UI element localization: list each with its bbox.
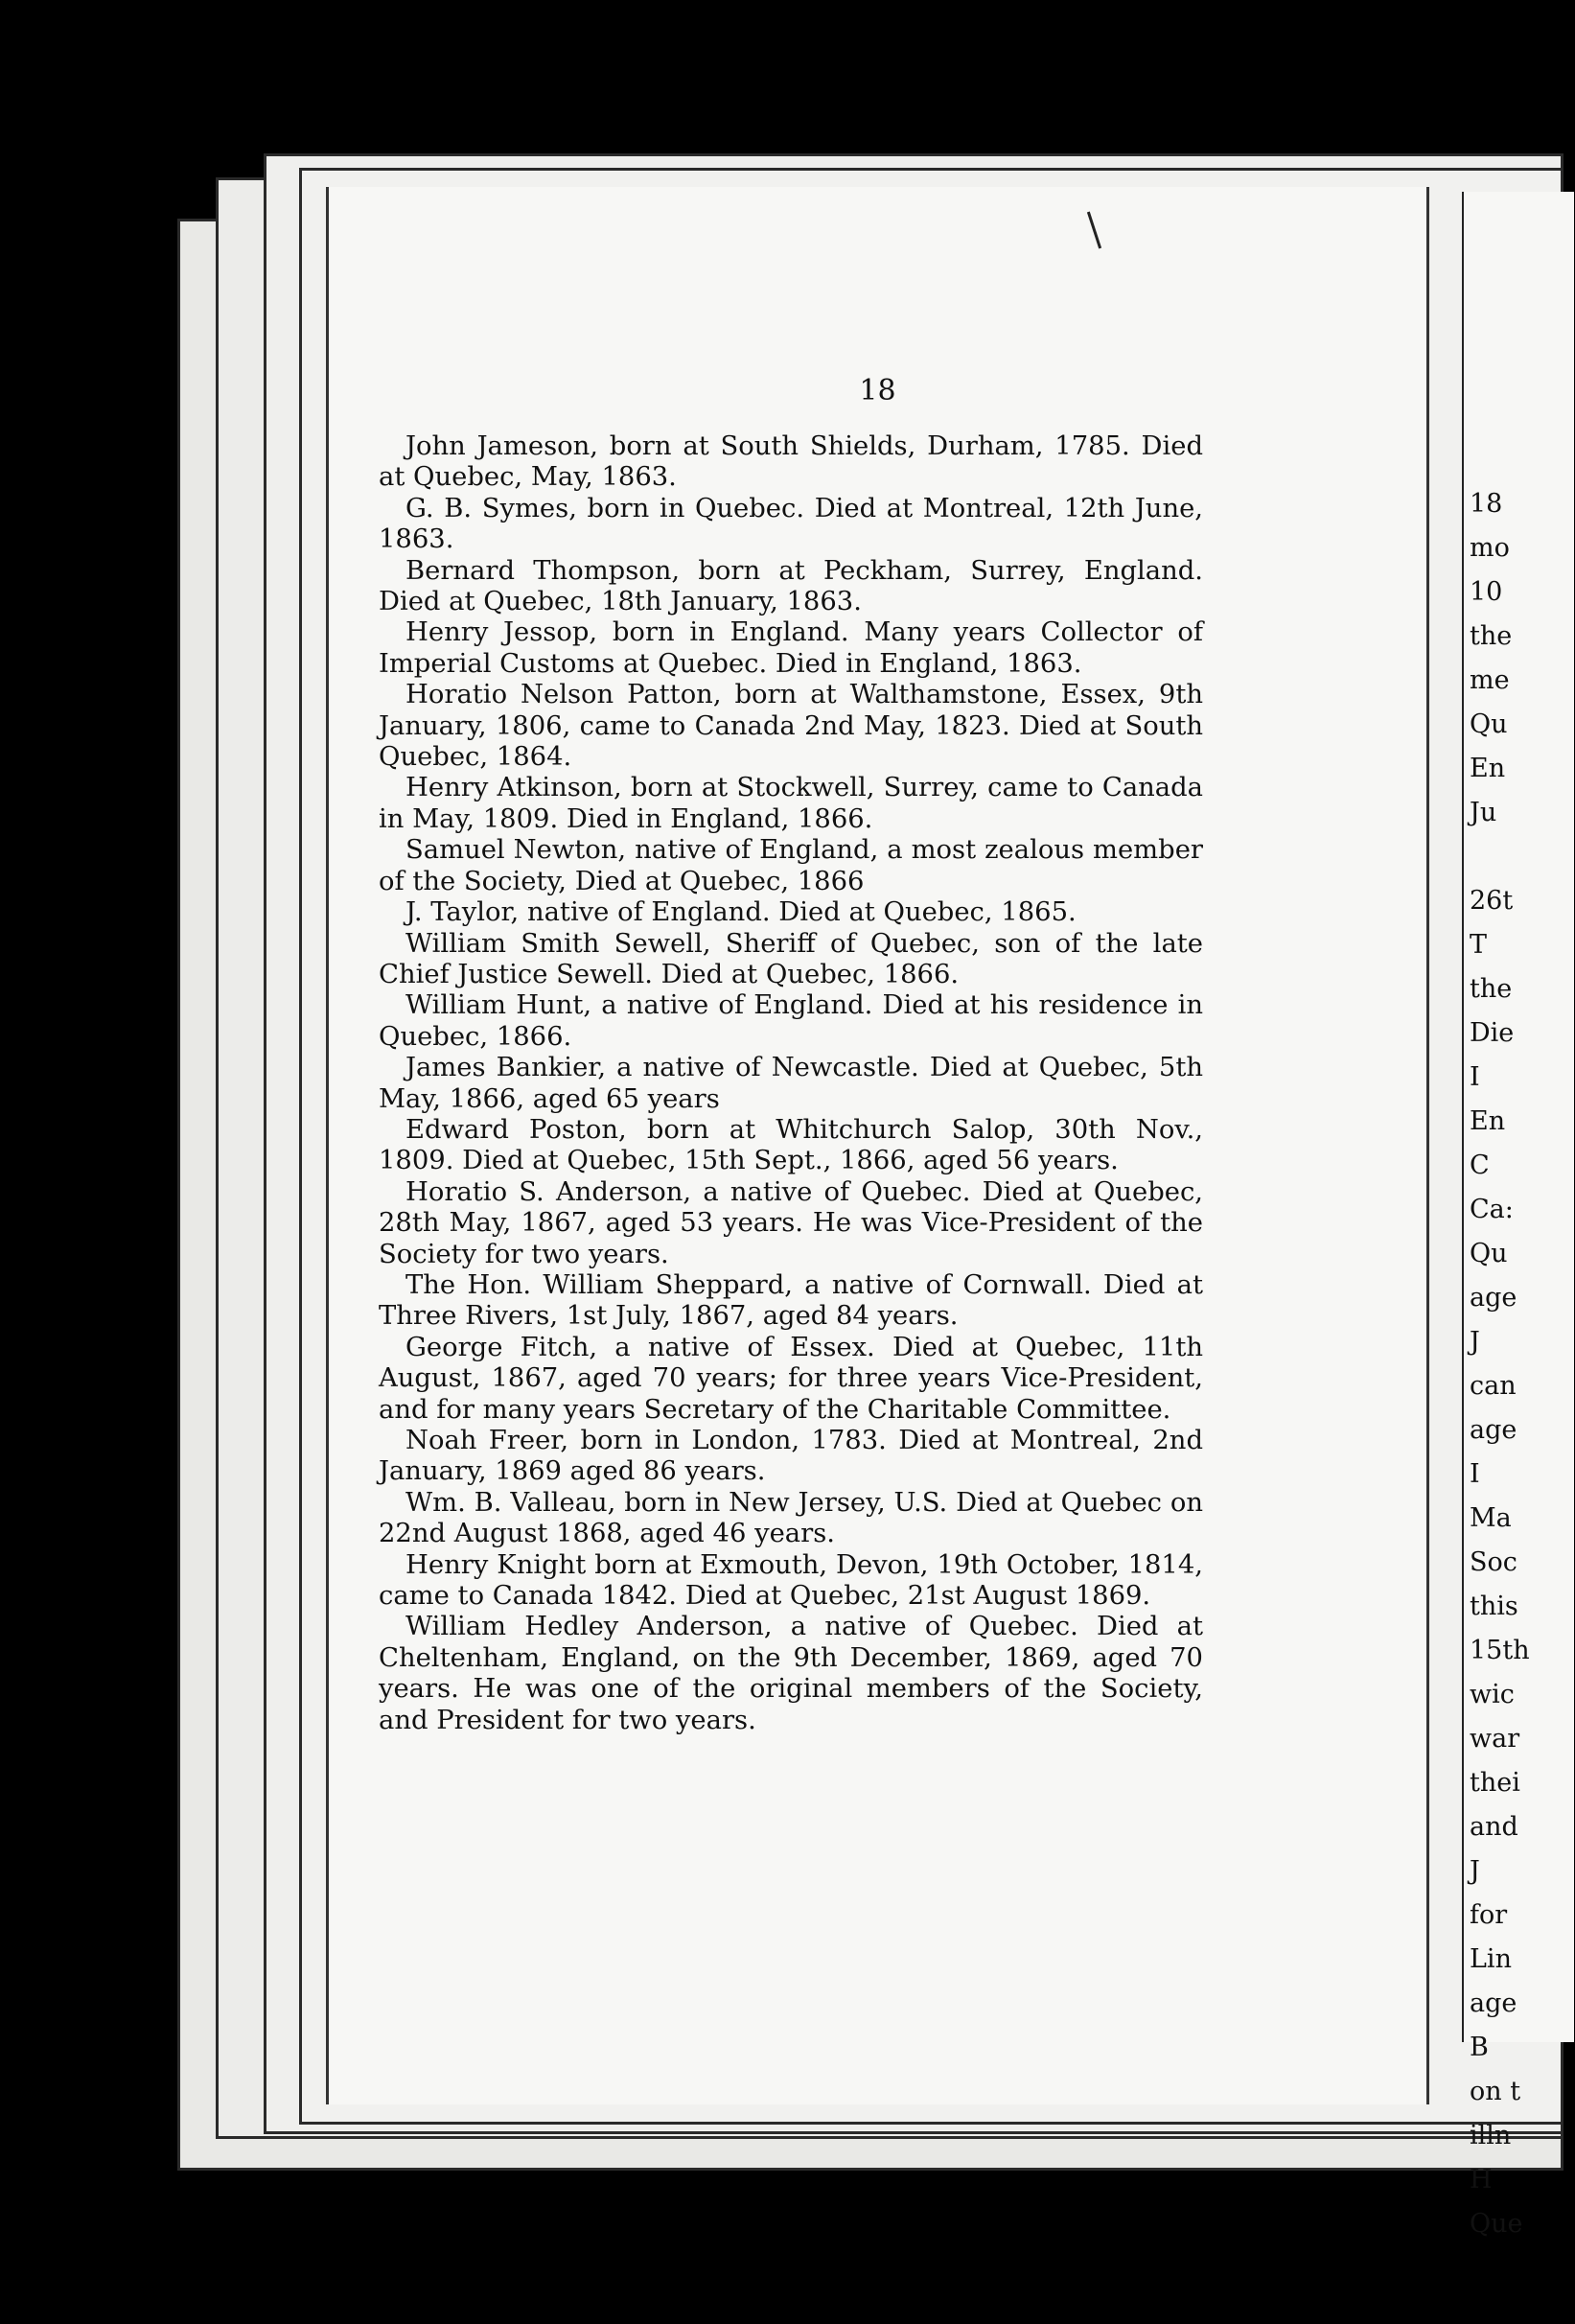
list-item: William Hedley Anderson, a native of Quebec. Died at Cheltenham, England, on the 9th December, 1869, aged 70 years. He was one of the original members of the Society, and President for two years. bbox=[379, 1612, 1203, 1735]
list-item: William Hunt, a native of England. Died at his residence in Quebec, 1866. bbox=[379, 990, 1203, 1052]
list-item: Qu bbox=[1470, 709, 1508, 739]
list-item: for bbox=[1470, 1900, 1508, 1930]
list-item: 15th bbox=[1470, 1636, 1530, 1665]
list-item: Wm. B. Valleau, born in New Jersey, U.S. Died at Quebec on 22nd August 1868, aged 46 years. bbox=[379, 1487, 1203, 1549]
list-item: mo bbox=[1470, 533, 1510, 563]
list-item: Ca: bbox=[1470, 1195, 1514, 1224]
list-item: George Fitch, a native of Essex. Died at Quebec, 11th August, 1867, aged 70 years; for three years Vice-President, and for many years Secretary of the Charitable Committee. bbox=[379, 1332, 1203, 1425]
list-item: J bbox=[1470, 1327, 1480, 1357]
list-item: Bernard Thompson, born at Peckham, Surrey, England. Died at Quebec, 18th January, 1863. bbox=[379, 555, 1203, 617]
list-item: age bbox=[1470, 1283, 1517, 1313]
list-item: Qu bbox=[1470, 1239, 1508, 1268]
list-item: William Smith Sewell, Sheriff of Quebec, son of the late Chief Justice Sewell. Died at Quebec, 1866. bbox=[379, 928, 1203, 989]
list-item: I bbox=[1470, 1459, 1480, 1489]
list-item: on t bbox=[1470, 2077, 1521, 2106]
list-item: J. Taylor, native of England. Died at Quebec, 1865. bbox=[405, 897, 1077, 928]
list-item: En bbox=[1470, 754, 1506, 783]
list-item: Henry Jessop, born in England. Many years Collector of Imperial Customs at Quebec. Died in England, 1863. bbox=[379, 617, 1203, 679]
page-number: 18 bbox=[859, 374, 896, 407]
list-item: Samuel Newton, native of England, a most zealous member of the Society, Died at Quebec, 1866 bbox=[379, 835, 1203, 896]
list-item: 18 bbox=[1470, 489, 1503, 519]
list-item: B bbox=[1470, 2033, 1489, 2062]
list-item: John Jameson, born at South Shields, Durham, 1785. Died at Quebec, May, 1863. bbox=[379, 431, 1203, 493]
list-item: En bbox=[1470, 1106, 1506, 1136]
right-page-text bbox=[1470, 482, 1575, 2246]
list-item: G. B. Symes, born in Quebec. Died at Montreal, 12th June, 1863. bbox=[379, 493, 1203, 555]
list-item: James Bankier, a native of Newcastle. Died at Quebec, 5th May, 1866, aged 65 years bbox=[379, 1053, 1203, 1114]
obituary-list bbox=[379, 431, 1203, 1736]
list-item: Ju bbox=[1470, 798, 1497, 827]
list-item: and bbox=[1470, 1812, 1518, 1842]
list-item: Horatio S. Anderson, a native of Quebec. Died at Quebec, 28th May, 1867, aged 53 years. He was Vice-President of the Society for two years. bbox=[379, 1176, 1203, 1269]
list-item: the bbox=[1470, 621, 1513, 651]
list-item: thei bbox=[1470, 1768, 1520, 1798]
list-item: wic bbox=[1470, 1680, 1515, 1709]
list-item: Henry Knight born at Exmouth, Devon, 19th October, 1814, came to Canada 1842. Died at Quebec, 21st August 1869. bbox=[379, 1549, 1203, 1612]
list-item: H bbox=[1470, 2165, 1493, 2195]
left-page bbox=[326, 187, 1429, 2104]
list-item: Die bbox=[1470, 1018, 1515, 1048]
list-item: 26t bbox=[1470, 886, 1514, 916]
list-item: Noah Freer, born in London, 1783. Died at Montreal, 2nd January, 1869 aged 86 years. bbox=[379, 1426, 1203, 1487]
list-item: Edward Poston, born at Whitchurch Salop, 30th Nov., 1809. Died at Quebec, 15th Sept., 1866, aged 56 years. bbox=[379, 1114, 1203, 1176]
list-item: war bbox=[1470, 1724, 1520, 1754]
list-item: Ma bbox=[1470, 1503, 1512, 1533]
list-item: T bbox=[1470, 930, 1488, 960]
list-item bbox=[1470, 835, 1575, 879]
list-item: Lin bbox=[1470, 1944, 1512, 1974]
list-item: illn bbox=[1470, 2121, 1512, 2150]
list-item: age bbox=[1470, 1988, 1517, 2018]
list-item: me bbox=[1470, 665, 1510, 695]
list-item: C bbox=[1470, 1150, 1490, 1180]
list-item: Henry Atkinson, born at Stockwell, Surrey, came to Canada in May, 1809. Died in England, 1866. bbox=[379, 773, 1203, 834]
list-item: J bbox=[1470, 1856, 1480, 1886]
list-item: Soc bbox=[1470, 1547, 1517, 1577]
list-item: The Hon. William Sheppard, a native of Cornwall. Died at Three Rivers, 1st July, 1867, aged 84 years. bbox=[379, 1269, 1203, 1332]
right-page-edge bbox=[1462, 192, 1574, 2239]
list-item: 10 bbox=[1470, 577, 1503, 607]
list-item: age bbox=[1470, 1415, 1517, 1445]
list-item: I bbox=[1470, 1062, 1480, 1092]
list-item: Que bbox=[1470, 2209, 1523, 2239]
list-item: Horatio Nelson Patton, born at Walthamstone, Essex, 9th January, 1806, came to Canada 2nd May, 1823. Died at South Quebec, 1864. bbox=[379, 680, 1203, 773]
list-item: can bbox=[1470, 1371, 1517, 1401]
list-item: this bbox=[1470, 1592, 1518, 1621]
list-item: the bbox=[1470, 974, 1513, 1004]
